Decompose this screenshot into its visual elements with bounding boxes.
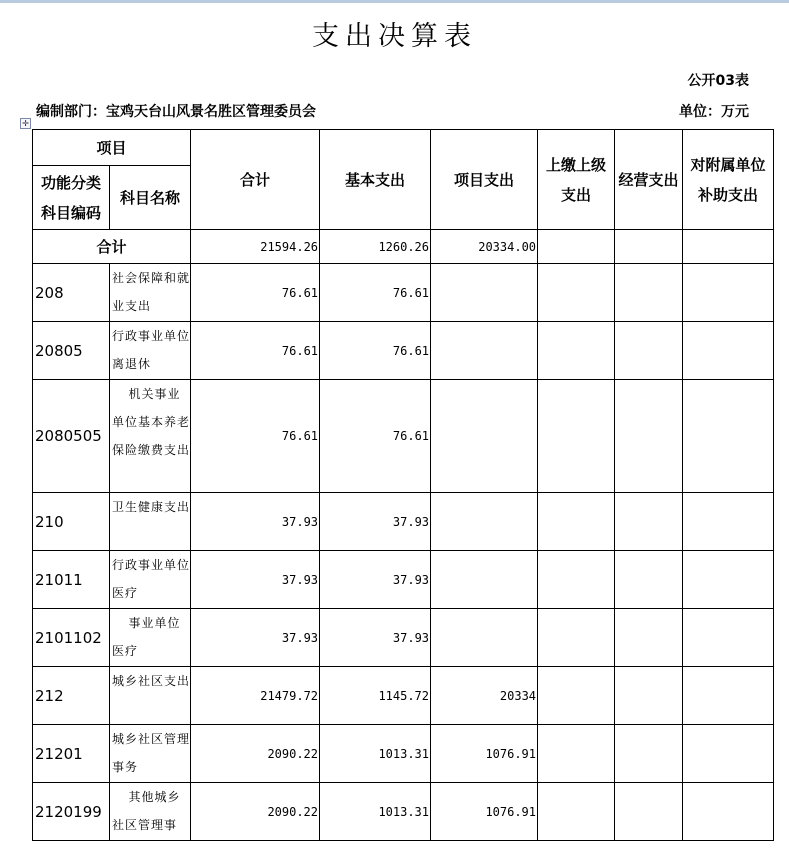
table-row [33,725,774,783]
cell-remit [538,322,615,380]
cell-business [615,551,683,609]
subject-code: 2080505 [33,380,110,493]
cell-subsidy [683,667,774,725]
cell-total: 76.61 [191,380,320,493]
cell-basic: 1145.72 [320,667,431,725]
cell-remit [538,725,615,783]
header-func-code [33,166,110,230]
subject-code: 208 [33,264,110,322]
cell-subsidy [683,783,774,841]
total-row-basic: 1260.26 [320,230,431,264]
header-func-code-line1: 功能分类 [40,173,101,192]
header-total: 合计 [191,130,320,230]
table-row [33,667,774,725]
subject-code: 2101102 [33,609,110,667]
subject-name: 卫生健康支出 [110,493,191,551]
cell-subsidy [683,322,774,380]
cell-remit [538,493,615,551]
header-business: 经营支出 [615,130,683,230]
unit-label: 单位：万元 [679,104,749,120]
cell-total: 2090.22 [191,725,320,783]
table-row [33,322,774,380]
cell-project [431,380,538,493]
total-row-business [615,230,683,264]
cell-project [431,551,538,609]
header-project: 项目支出 [431,130,538,230]
cell-business [615,380,683,493]
cell-basic: 37.93 [320,609,431,667]
cell-remit [538,551,615,609]
table-row [33,551,774,609]
table-row [33,380,774,493]
cell-business [615,783,683,841]
table-move-handle-icon[interactable]: ✛ [20,118,31,129]
subject-code: 210 [33,493,110,551]
cell-remit [538,380,615,493]
table-row [33,493,774,551]
table-code: 公开03表 [687,73,749,89]
cell-remit [538,609,615,667]
cell-subsidy [683,380,774,493]
cell-project: 20334 [431,667,538,725]
header-remit-line2: 支出 [561,185,592,204]
total-row-total: 21594.26 [191,230,320,264]
cell-basic: 76.61 [320,264,431,322]
subject-code: 21011 [33,551,110,609]
subject-name: 机关事业单位基本养老保险缴费支出 [110,380,191,493]
header-subsidy-line1: 对附属单位 [690,155,766,174]
subject-code: 21201 [33,725,110,783]
header-subsidy [683,130,774,230]
subject-name: 社会保障和就业支出 [110,264,191,322]
cell-business [615,322,683,380]
subject-code: 2120199 [33,783,110,841]
cell-total: 76.61 [191,322,320,380]
subject-name: 其他城乡社区管理事 [110,783,191,841]
cell-project [431,493,538,551]
cell-basic: 1013.31 [320,783,431,841]
total-row [33,230,774,264]
cell-basic: 76.61 [320,322,431,380]
department-label: 编制部门：宝鸡天台山风景名胜区管理委员会 [36,104,316,120]
cell-project: 1076.91 [431,725,538,783]
cell-business [615,725,683,783]
cell-total: 21479.72 [191,667,320,725]
cell-total: 2090.22 [191,783,320,841]
header-item: 项目 [33,130,191,166]
cell-total: 76.61 [191,264,320,322]
page-title: 支出决算表 [312,21,477,52]
subject-name: 行政事业单位离退休 [110,322,191,380]
cell-basic: 37.93 [320,493,431,551]
header-remit [538,130,615,230]
cell-business [615,264,683,322]
cell-subsidy [683,725,774,783]
cell-total: 37.93 [191,493,320,551]
total-row-project: 20334.00 [431,230,538,264]
header-subsidy-line2: 补助支出 [698,185,759,204]
cell-basic: 76.61 [320,380,431,493]
subject-code: 20805 [33,322,110,380]
header-subject-name: 科目名称 [110,166,191,230]
cell-remit [538,264,615,322]
subject-name: 行政事业单位医疗 [110,551,191,609]
total-row-subsidy [683,230,774,264]
cell-basic: 37.93 [320,551,431,609]
cell-remit [538,783,615,841]
cell-project: 1076.91 [431,783,538,841]
subject-name: 城乡社区支出 [110,667,191,725]
header-remit-line1: 上缴上级 [546,155,607,174]
cell-subsidy [683,493,774,551]
table-row [33,264,774,322]
cell-subsidy [683,264,774,322]
cell-business [615,493,683,551]
subject-name: 城乡社区管理事务 [110,725,191,783]
table-row [33,783,774,841]
header-basic: 基本支出 [320,130,431,230]
cell-business [615,609,683,667]
cell-business [615,667,683,725]
cell-project [431,322,538,380]
cell-remit [538,667,615,725]
total-row-remit [538,230,615,264]
expenditure-table [32,129,774,841]
subject-code: 212 [33,667,110,725]
cell-subsidy [683,609,774,667]
top-border-line [0,0,789,3]
cell-total: 37.93 [191,609,320,667]
table-row [33,609,774,667]
cell-project [431,609,538,667]
cell-subsidy [683,551,774,609]
subject-name: 事业单位医疗 [110,609,191,667]
cell-basic: 1013.31 [320,725,431,783]
cell-project [431,264,538,322]
cell-total: 37.93 [191,551,320,609]
header-func-code-line2: 科目编码 [40,203,101,222]
total-row-label: 合计 [33,230,191,264]
